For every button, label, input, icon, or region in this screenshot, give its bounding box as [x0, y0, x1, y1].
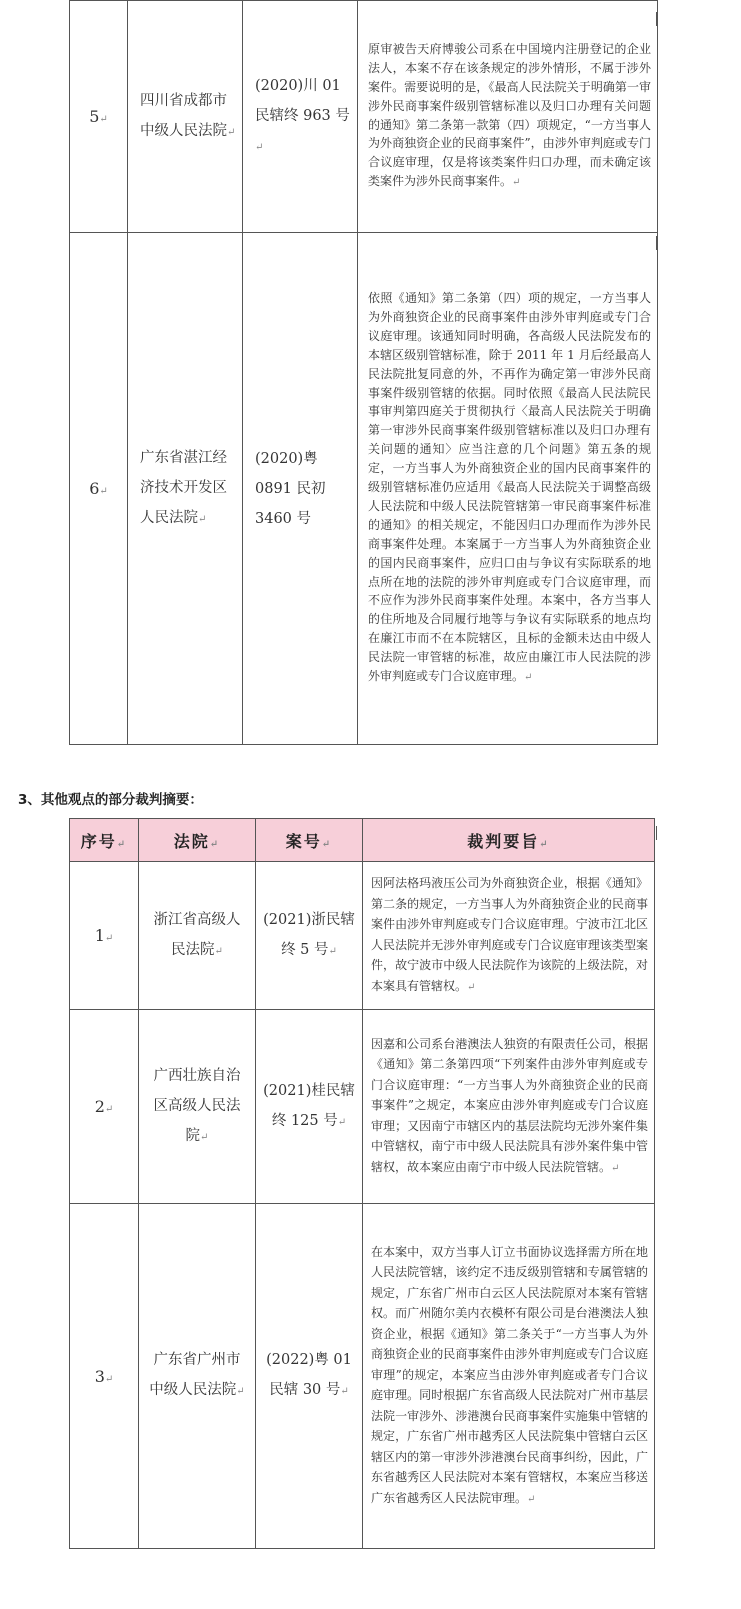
- row-number: 2↵: [70, 1010, 139, 1204]
- case-number: (2021)桂民辖终 125 号↵: [256, 1010, 363, 1204]
- court-name: 广西壮族自治区高级人民法院↵: [139, 1010, 256, 1204]
- row-number: 5↵: [70, 1, 128, 233]
- row-number: 6↵: [70, 233, 128, 745]
- table-row: [70, 1010, 655, 1204]
- table-edge-tick: [656, 826, 657, 840]
- header-court: 法院↵: [139, 819, 256, 862]
- row-number: 1↵: [70, 862, 139, 1010]
- header-case-number: 案号↵: [256, 819, 363, 862]
- judgment-summary: 因阿法格玛液压公司为外商独资企业，根据《通知》第二条的规定，一方当事人为外商独资企业的民商事案件由涉外审判庭或专门合议庭审理。宁波市江北区人民法院并无涉外审判庭或专门合议庭审理该类型案件，故宁波市中级人民法院作为该院的上级法院，对本案具有管辖权。↵: [363, 862, 655, 1010]
- table-header-row: [70, 819, 655, 862]
- case-number: (2022)粤 01 民辖 30 号↵: [256, 1204, 363, 1549]
- case-table-top: [69, 0, 658, 745]
- table-edge-tick: [656, 12, 657, 26]
- judgment-summary: 原审被告天府博骏公司系在中国境内注册登记的企业法人，本案不存在该条规定的涉外情形，不属于涉外案件。需要说明的是，《最高人民法院关于明确第一审涉外民商事案件级别管辖标准以及归口办理有关问题的通知》第二条第一款第（四）项规定，“一方当事人为外商独资企业的民商事案件”，由涉外审判庭或专门合议庭审理，仅是将该类案件归口办理，而未确定该类案件为涉外民商事案件。↵: [358, 1, 658, 233]
- court-name: 广东省广州市中级人民法院↵: [139, 1204, 256, 1549]
- case-number: (2020)川 01 民辖终 963 号↵: [243, 1, 358, 233]
- case-number: (2020)粤 0891 民初 3460 号: [243, 233, 358, 745]
- header-number: 序号↵: [70, 819, 139, 862]
- case-number: (2021)浙民辖终 5 号↵: [256, 862, 363, 1010]
- row-number: 3↵: [70, 1204, 139, 1549]
- table-edge-tick: [656, 236, 657, 250]
- table-row: [70, 862, 655, 1010]
- judgment-summary: 在本案中，双方当事人订立书面协议选择需方所在地人民法院管辖，该约定不违反级别管辖和专属管辖的规定，广东省广州市白云区人民法院原对本案有管辖权。而广州随尔美内衣模杯有限公司是台港澳法人独资企业，根据《通知》第二条关于“一方当事人为外商独资企业的民商事案件由涉外审判庭或专门合议庭审理”的规定，本案应当由涉外审判庭或者专门合议庭审理。同时根据广东省高级人民法院对广州市基层法院一审涉外、涉港澳台民商事案件实施集中管辖的规定，广东省广州市越秀区人民法院集中管辖白云区辖区内的第一审涉外涉港澳台民商事纠纷，因此，广东省越秀区人民法院对本案有管辖权，本案应当移送广东省越秀区人民法院审理。↵: [363, 1204, 655, 1549]
- court-name: 广东省湛江经济技术开发区人民法院↵: [128, 233, 243, 745]
- court-name: 四川省成都市中级人民法院↵: [128, 1, 243, 233]
- section-heading: 3、其他观点的部分裁判摘要：: [18, 792, 203, 808]
- table-row: [70, 1204, 655, 1549]
- table-row: [70, 233, 658, 745]
- case-table-other-views: [69, 818, 655, 1549]
- judgment-summary: 因嘉和公司系台港澳法人独资的有限责任公司，根据《通知》第二条第四项“下列案件由涉外审判庭或专门合议庭审理：“一方当事人为外商独资企业的民商事案件”之规定，本案应由涉外审判庭或专门合议庭审理；又因南宁市辖区内的基层法院均无涉外案件集中管辖权，南宁市中级人民法院具有涉外案件集中管辖权，故本案应由南宁市中级人民法院管辖。↵: [363, 1010, 655, 1204]
- court-name: 浙江省高级人民法院↵: [139, 862, 256, 1010]
- table-row: [70, 1, 658, 233]
- judgment-summary: 依照《通知》第二条第（四）项的规定，一方当事人为外商独资企业的民商事案件由涉外审判庭或专门合议庭审理。该通知同时明确，各高级人民法院发布的本辖区级别管辖标准，除于 2011 年 1 月后经最高人民法院批复同意的外，不再作为确定第一审涉外民商事案件级别管辖的依据。同时依照《最高人民法院民事审判第四庭关于贯彻执行〈最高人民法院关于明确第一审涉外民商事案件级别管辖标准以及归口办理有关问题的通知〉应当注意的几个问题》第五条的规定，一方当事人为外商独资企业的国内民商事案件的级别管辖标准仍应适用《最高人民法院关于调整高级人民法院和中级人民法院管辖第一审民商事案件标准的通知》的相关规定，不能因归口办理而作为涉外民商事案件处理。本案属于一方当事人为外商独资企业的国内民商事案件，应归口由与争议有实际联系的地点所在地的法院的涉外审判庭或专门合议庭审理，而不应作为涉外民商事案件处理。本案中，各方当事人的住所地及合同履行地等与争议有实际联系的地点均在廉江市而不在本院辖区，且标的金额未达由中级人民法院一审管辖的标准，故应由廉江市人民法院的涉外审判庭或专门合议庭审理。↵: [358, 233, 658, 745]
- header-summary: 裁判要旨↵: [363, 819, 655, 862]
